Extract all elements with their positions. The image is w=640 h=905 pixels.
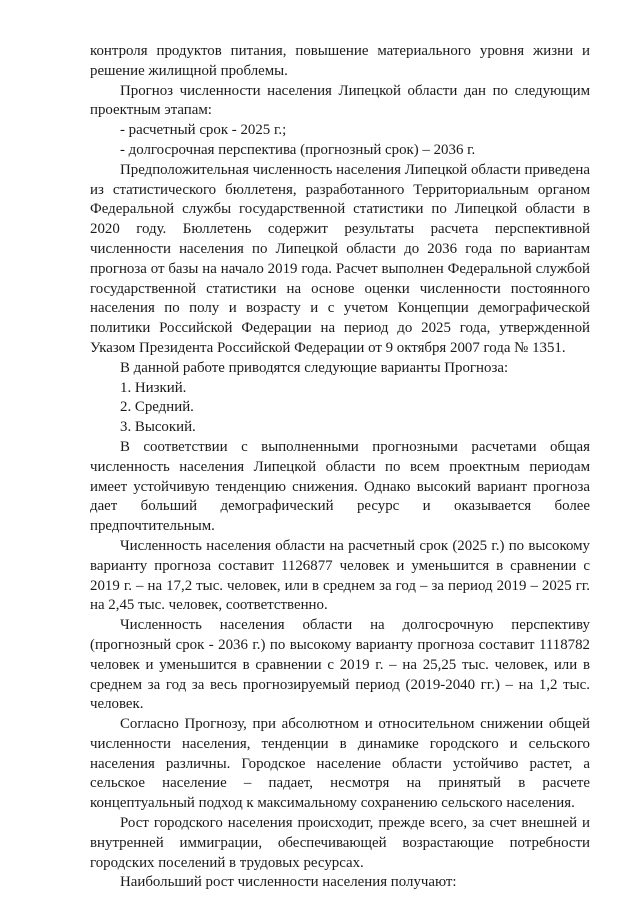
paragraph-2036-estimate: Численность населения области на долгосрочную перспективу (прогнозный срок - 2036 г.) по высокому варианту прогноза составит 1118782 человек и уменьшится в сравнении с 2019 г. – на 25,25 тыс. человек, или в среднем за год за весь прогнозируемый период (2019-2040 гг.) – на 1,2 тыс. человек. bbox=[90, 617, 590, 713]
paragraph-source-bulletin: Предположительная численность населения Липецкой области приведена из статистического бюллетеня, разработанного Территориальным органом Федеральной службы государственной статистики по Липецкой области в 2020 году. Бюллетень содержит результаты расчета перспективной численности населения по Липецкой области до 2036 года по вариантам прогноза от базы на начало 2019 года. Расчет выполнен Федеральной службой государственной статистики на основе оценки численности постоянного населения по полу и возрасту и с учетом Концепции демографической политики Российской Федерации на период до 2025 года, утвержденной Указом Президента Российской Федерации от 9 октября 2007 года № 1351. bbox=[90, 161, 590, 356]
paragraph-forecast-stages: Прогноз численности населения Липецкой области дан по следующим проектным этапам: bbox=[90, 82, 590, 119]
list-item-estimated-term: - расчетный срок - 2025 г.; bbox=[120, 122, 287, 139]
list-item-long-term: - долгосрочная перспектива (прогнозный срок) – 2036 г. bbox=[120, 141, 476, 158]
paragraph-variants-intro: В данной работе приводятся следующие варианты Прогноза: bbox=[120, 359, 509, 376]
list-item-variant-low: 1. Низкий. bbox=[120, 379, 187, 396]
document-page bbox=[90, 42, 590, 893]
list-item-variant-high: 3. Высокий. bbox=[120, 419, 196, 436]
paragraph-largest-growth: Наибольший рост численности населения получают: bbox=[120, 874, 457, 891]
paragraph-urban-growth: Рост городского населения происходит, прежде всего, за счет внешней и внутренней иммиграции, обеспечивающей возрастающие потребности городских поселений в трудовых ресурсах. bbox=[90, 815, 590, 871]
list-item-variant-medium: 2. Средний. bbox=[120, 399, 194, 416]
paragraph-continuation: контроля продуктов питания, повышение материального уровня жизни и решение жилищной проблемы. bbox=[90, 43, 590, 79]
paragraph-decline-trend: В соответствии с выполненными прогнозными расчетами общая численность населения Липецкой области по всем проектным периодам имеет устойчивую тенденцию снижения. Однако высокий вариант прогноза дает больший демографический ресурс и оказывается более предпочтительным. bbox=[90, 438, 590, 535]
paragraph-urban-rural-trends: Согласно Прогнозу, при абсолютном и относительном снижении общей численности населения, тенденции в динамике городского и сельского населения различны. Городское население области устойчиво растет, а сельское население – падает, несмотря на принятый в расчете концептуальный подход к максимальному сохранению сельского населения. bbox=[90, 716, 590, 812]
paragraph-2025-estimate: Численность населения области на расчетный срок (2025 г.) по высокому варианту прогноза составит 1126877 человек и уменьшится в сравнении с 2019 г. – на 17,2 тыс. человек, или в среднем за год – за период 2019 – 2025 гг. на 2,45 тыс. человек, соответственно. bbox=[90, 537, 590, 614]
